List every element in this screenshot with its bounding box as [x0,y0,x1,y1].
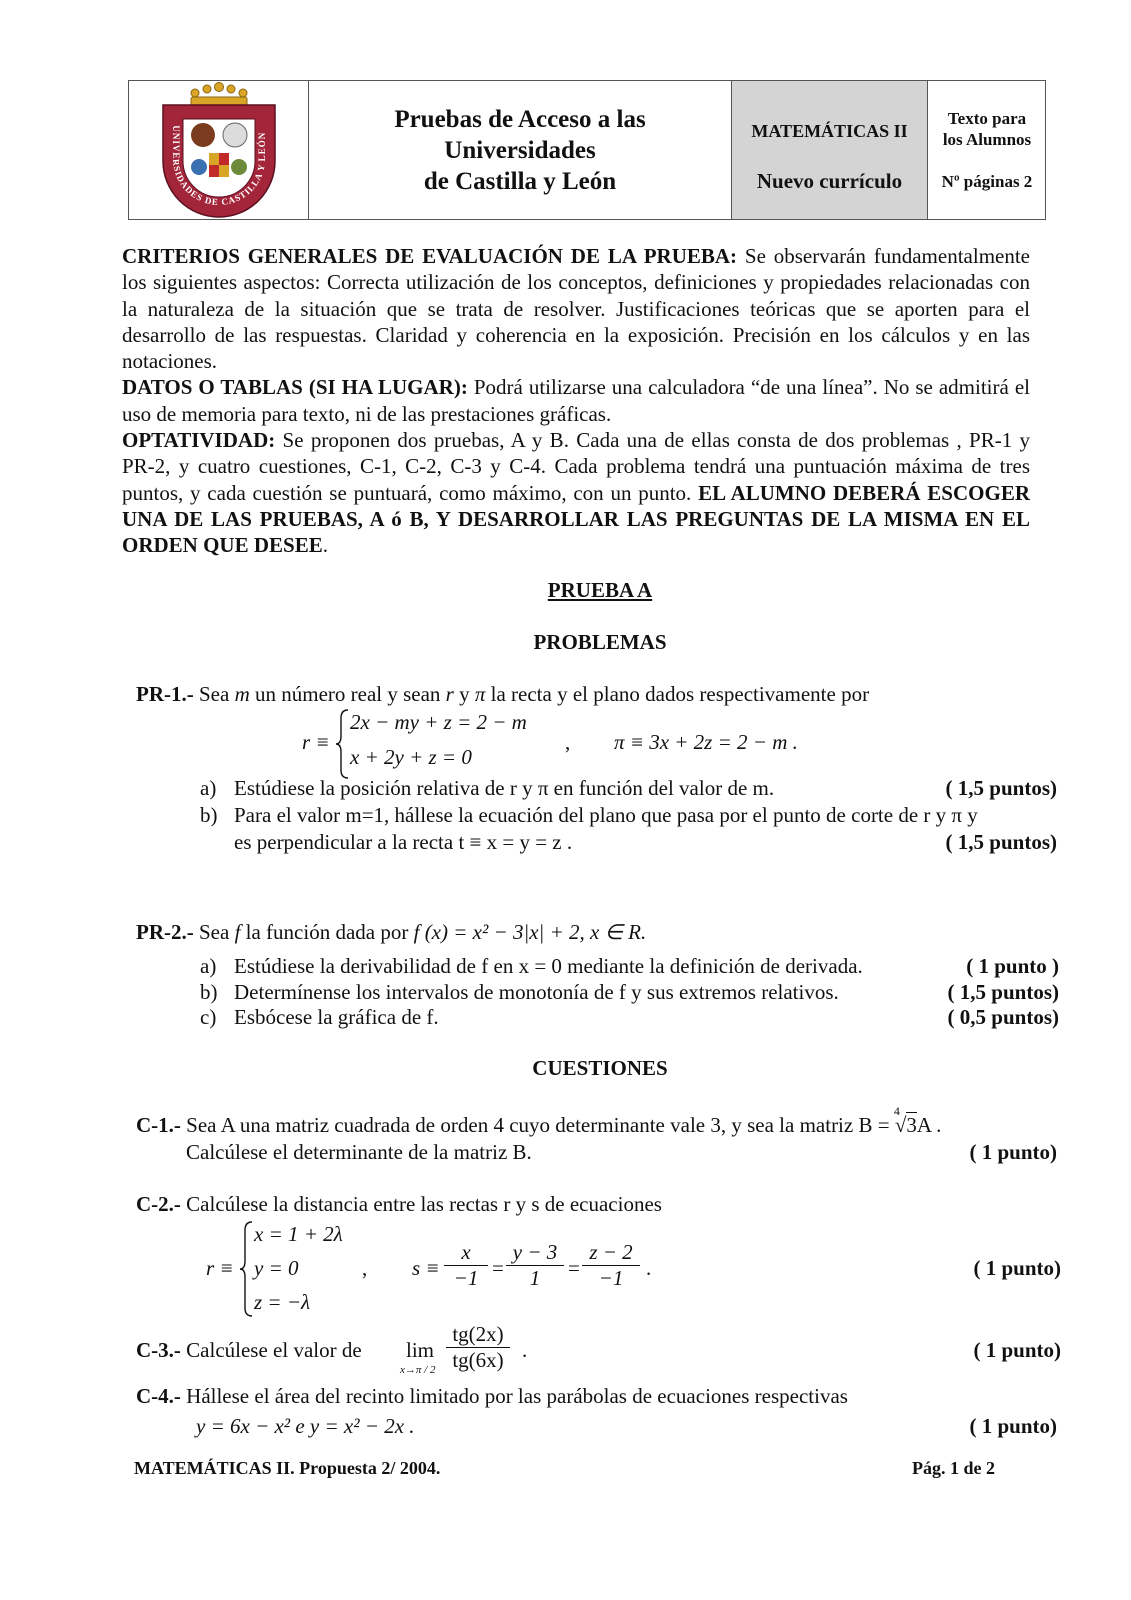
pr2-formula: f (x) = x² − 3|x| + 2, x ∈ R. [413,920,647,944]
pr1-text-2: un número real y sean [249,682,446,706]
pr1-var-r: r [445,682,454,706]
pr1-text-3: y [453,682,475,706]
c3-statement [136,1338,362,1363]
audience-line-1: Texto para [947,109,1027,128]
c2-fraction-3 [582,1240,640,1291]
pr2-label: PR-2.- [136,920,194,944]
c1-radicand: 3 [906,1113,917,1137]
exam-title-line-1: Pruebas de Acceso a las [394,105,646,133]
prueba-title: PRUEBA A [547,578,653,602]
exam-title-line-2: Universidades [444,136,596,164]
optativity-end: . [322,533,328,558]
pr1-text-4: la recta y el plano dados respectivamente por [485,682,870,706]
c3-label: C-3.- [136,1338,181,1362]
c3-lim: lim [406,1338,435,1362]
c1-formula-b: B = [858,1113,895,1137]
c1-root-index: 4 [893,1104,900,1118]
optativity-heading: OPTATIVIDAD: [122,428,276,453]
audience-line-2: los Alumnos [942,130,1032,149]
curriculum-label: Nuevo currículo [756,169,903,193]
criteria-heading: CRITERIOS GENERALES DE EVALUACIÓN DE LA PRUEBA: [122,244,738,268]
c2-r-def: r ≡ [206,1256,234,1280]
c1-formula-end: A . [916,1113,942,1137]
c1-statement [136,1104,942,1138]
header-table [128,80,1046,220]
pr2-var-f: f [234,920,241,944]
footer-page-number: Pág. 1 de 2 [912,1458,995,1478]
c2-f3-den: −1 [598,1266,624,1290]
pr1-r-def: r ≡ [302,730,330,754]
optativity-paragraph [122,427,1030,558]
footer-left: MATEMÁTICAS II. Propuesta 2/ 2004. [134,1458,441,1478]
pr2-c-text: Esbócese la gráfica de f. [234,1005,439,1029]
c2-eq-2: = [568,1256,580,1280]
pr1-var-m: m [234,682,250,706]
data-tables-text: Podrá utilizarse una calculadora “de una línea”. No se admitirá el uso de memoria para texto, ni de las prestaciones gráficas. [122,375,1030,426]
c2-brace-icon [238,1220,254,1318]
pr2-b-text: Determínense los intervalos de monotonía de f y sus extremos relativos. [234,980,839,1004]
criteria-paragraph [122,243,1030,374]
audience-label [928,108,1046,150]
svg-text:UNIVERSIDADES DE CASTILLA Y LE: UNIVERSIDADES DE CASTILLA Y LEÓN [170,125,267,208]
c2-fraction-2 [506,1240,564,1291]
exam-title-line-3: de Castilla y León [423,167,617,195]
c2-f1-den: −1 [453,1266,479,1290]
pr1-brace-icon [334,708,350,780]
questions-title: CUESTIONES [532,1056,668,1080]
pr2-statement [136,920,646,945]
pr1-b-text-2: es perpendicular a la recta t ≡ x = y = z . [234,830,573,854]
pr2-a-label: a) [200,954,217,978]
pr1-comma: , [565,730,571,754]
c1-points: ( 1 punto) [969,1140,1057,1164]
pr1-eq-2: x + 2y + z = 0 [350,745,472,769]
pr1-plane: π ≡ 3x + 2z = 2 − m . [614,730,798,754]
university-seal-cell [129,81,309,219]
c1-text: Sea A una matriz cuadrada de orden 4 cuyo determinante vale 3, y sea la matriz [180,1113,859,1137]
c2-fraction-1 [444,1240,488,1291]
pr2-c-points: ( 0,5 puntos) [947,1005,1059,1029]
c3-num: tg(2x) [446,1322,510,1348]
c2-f1-num: x [444,1240,488,1266]
c4-statement [136,1384,848,1409]
subject-cell [732,81,928,219]
pr1-b-label: b) [200,803,218,827]
c2-eq-1: = [492,1256,504,1280]
pr2-a-points: ( 1 punto ) [966,954,1059,978]
c2-r-eq-1: x = 1 + 2λ [254,1222,343,1246]
c3-dot: . [522,1338,528,1362]
optativity-text: Se proponen dos pruebas, A y B. Cada una de ellas consta de dos problemas , PR-1 y PR-2, y cuatro cuestiones, C-1, C-2, C-3 y C-4. Cada problema tendrá una puntuación máxima de tres puntos, y cada cuestión se puntuará, como máximo, con un punto. [122,428,1030,505]
university-seal-icon [129,81,309,219]
c2-dot: . [646,1256,652,1280]
c1-label: C-1.- [136,1113,181,1137]
c4-formula: y = 6x − x² e y = x² − 2x . [196,1414,415,1438]
pr2-c-label: c) [200,1005,217,1029]
subject-name: MATEMÁTICAS II [751,121,908,141]
pr1-text-1: Sea [193,682,235,706]
c2-comma: , [362,1256,368,1280]
c4-points: ( 1 punto) [969,1414,1057,1438]
pr1-a-text: Estúdiese la posición relativa de r y π en función del valor de m. [234,776,775,800]
optativity-emphasis: EL ALUMNO DEBERÁ ESCOGER UNA DE LAS PRUEBAS, A ó B, Y DESARROLLAR LAS PREGUNTAS DE LA MISMA EN EL ORDEN QUE DESEE [122,480,1030,558]
problems-title: PROBLEMAS [533,630,667,654]
c3-lim-sub: x→π / 2 [400,1364,436,1376]
exam-title-cell [309,81,732,219]
c2-label: C-2.- [136,1192,181,1216]
c2-statement [136,1192,662,1217]
c1-text-2: Calcúlese el determinante de la matriz B. [186,1140,532,1164]
pr1-b-text: Para el valor m=1, hállese la ecuación del plano que pasa por el punto de corte de r y π y [234,803,978,827]
c3-fraction [446,1322,510,1373]
c3-den: tg(6x) [452,1348,504,1372]
pr1-label: PR-1.- [136,682,194,706]
c1-root [893,1104,917,1138]
pr2-b-label: b) [200,980,218,1004]
pr1-eq-1: 2x − my + z = 2 − m [350,710,527,734]
page-count: Nº páginas 2 [941,172,1033,191]
c4-label: C-4.- [136,1384,181,1408]
c2-f3-num: z − 2 [582,1240,640,1266]
pr1-statement [136,682,869,707]
c3-points: ( 1 punto) [973,1338,1061,1362]
c2-text: Calcúlese la distancia entre las rectas r y s de ecuaciones [180,1192,662,1216]
c2-r-eq-3: z = −λ [254,1290,311,1314]
pr2-text-2: la función dada por [240,920,414,944]
instructions-block [122,243,1030,559]
c2-r-eq-2: y = 0 [254,1256,299,1280]
pr1-b-points: ( 1,5 puntos) [945,830,1057,854]
c3-text: Calcúlese el valor de [180,1338,362,1362]
audience-cell [928,81,1046,219]
c4-text: Hállese el área del recinto limitado por las parábolas de ecuaciones respectivas [180,1384,848,1408]
data-tables-heading: DATOS O TABLAS (SI HA LUGAR): [122,375,468,400]
c2-points: ( 1 punto) [973,1256,1061,1280]
pr1-var-pi: π [474,682,486,706]
c2-s-def: s ≡ [412,1256,440,1280]
c2-f2-den: 1 [529,1266,541,1290]
radical-sign-icon: √ [894,1113,907,1137]
pr2-b-points: ( 1,5 puntos) [947,980,1059,1004]
pr2-a-text: Estúdiese la derivabilidad de f en x = 0 mediante la definición de derivada. [234,954,863,978]
criteria-text: Se observarán fundamentalmente los siguientes aspectos: Correcta utilización de los conceptos, definiciones y propiedades relacionadas con la naturaleza de la situación que se trata de resolver. Justificaciones teóricas que se aporten para el desarrollo de las respuestas. Claridad y coherencia en la exposición. Precisión en los cálculos y en las notaciones. [122,244,1031,374]
pr1-a-label: a) [200,776,217,800]
data-tables-paragraph [122,374,1030,427]
c2-f2-num: y − 3 [506,1240,564,1266]
pr2-text-1: Sea [193,920,235,944]
pr1-a-points: ( 1,5 puntos) [945,776,1057,800]
